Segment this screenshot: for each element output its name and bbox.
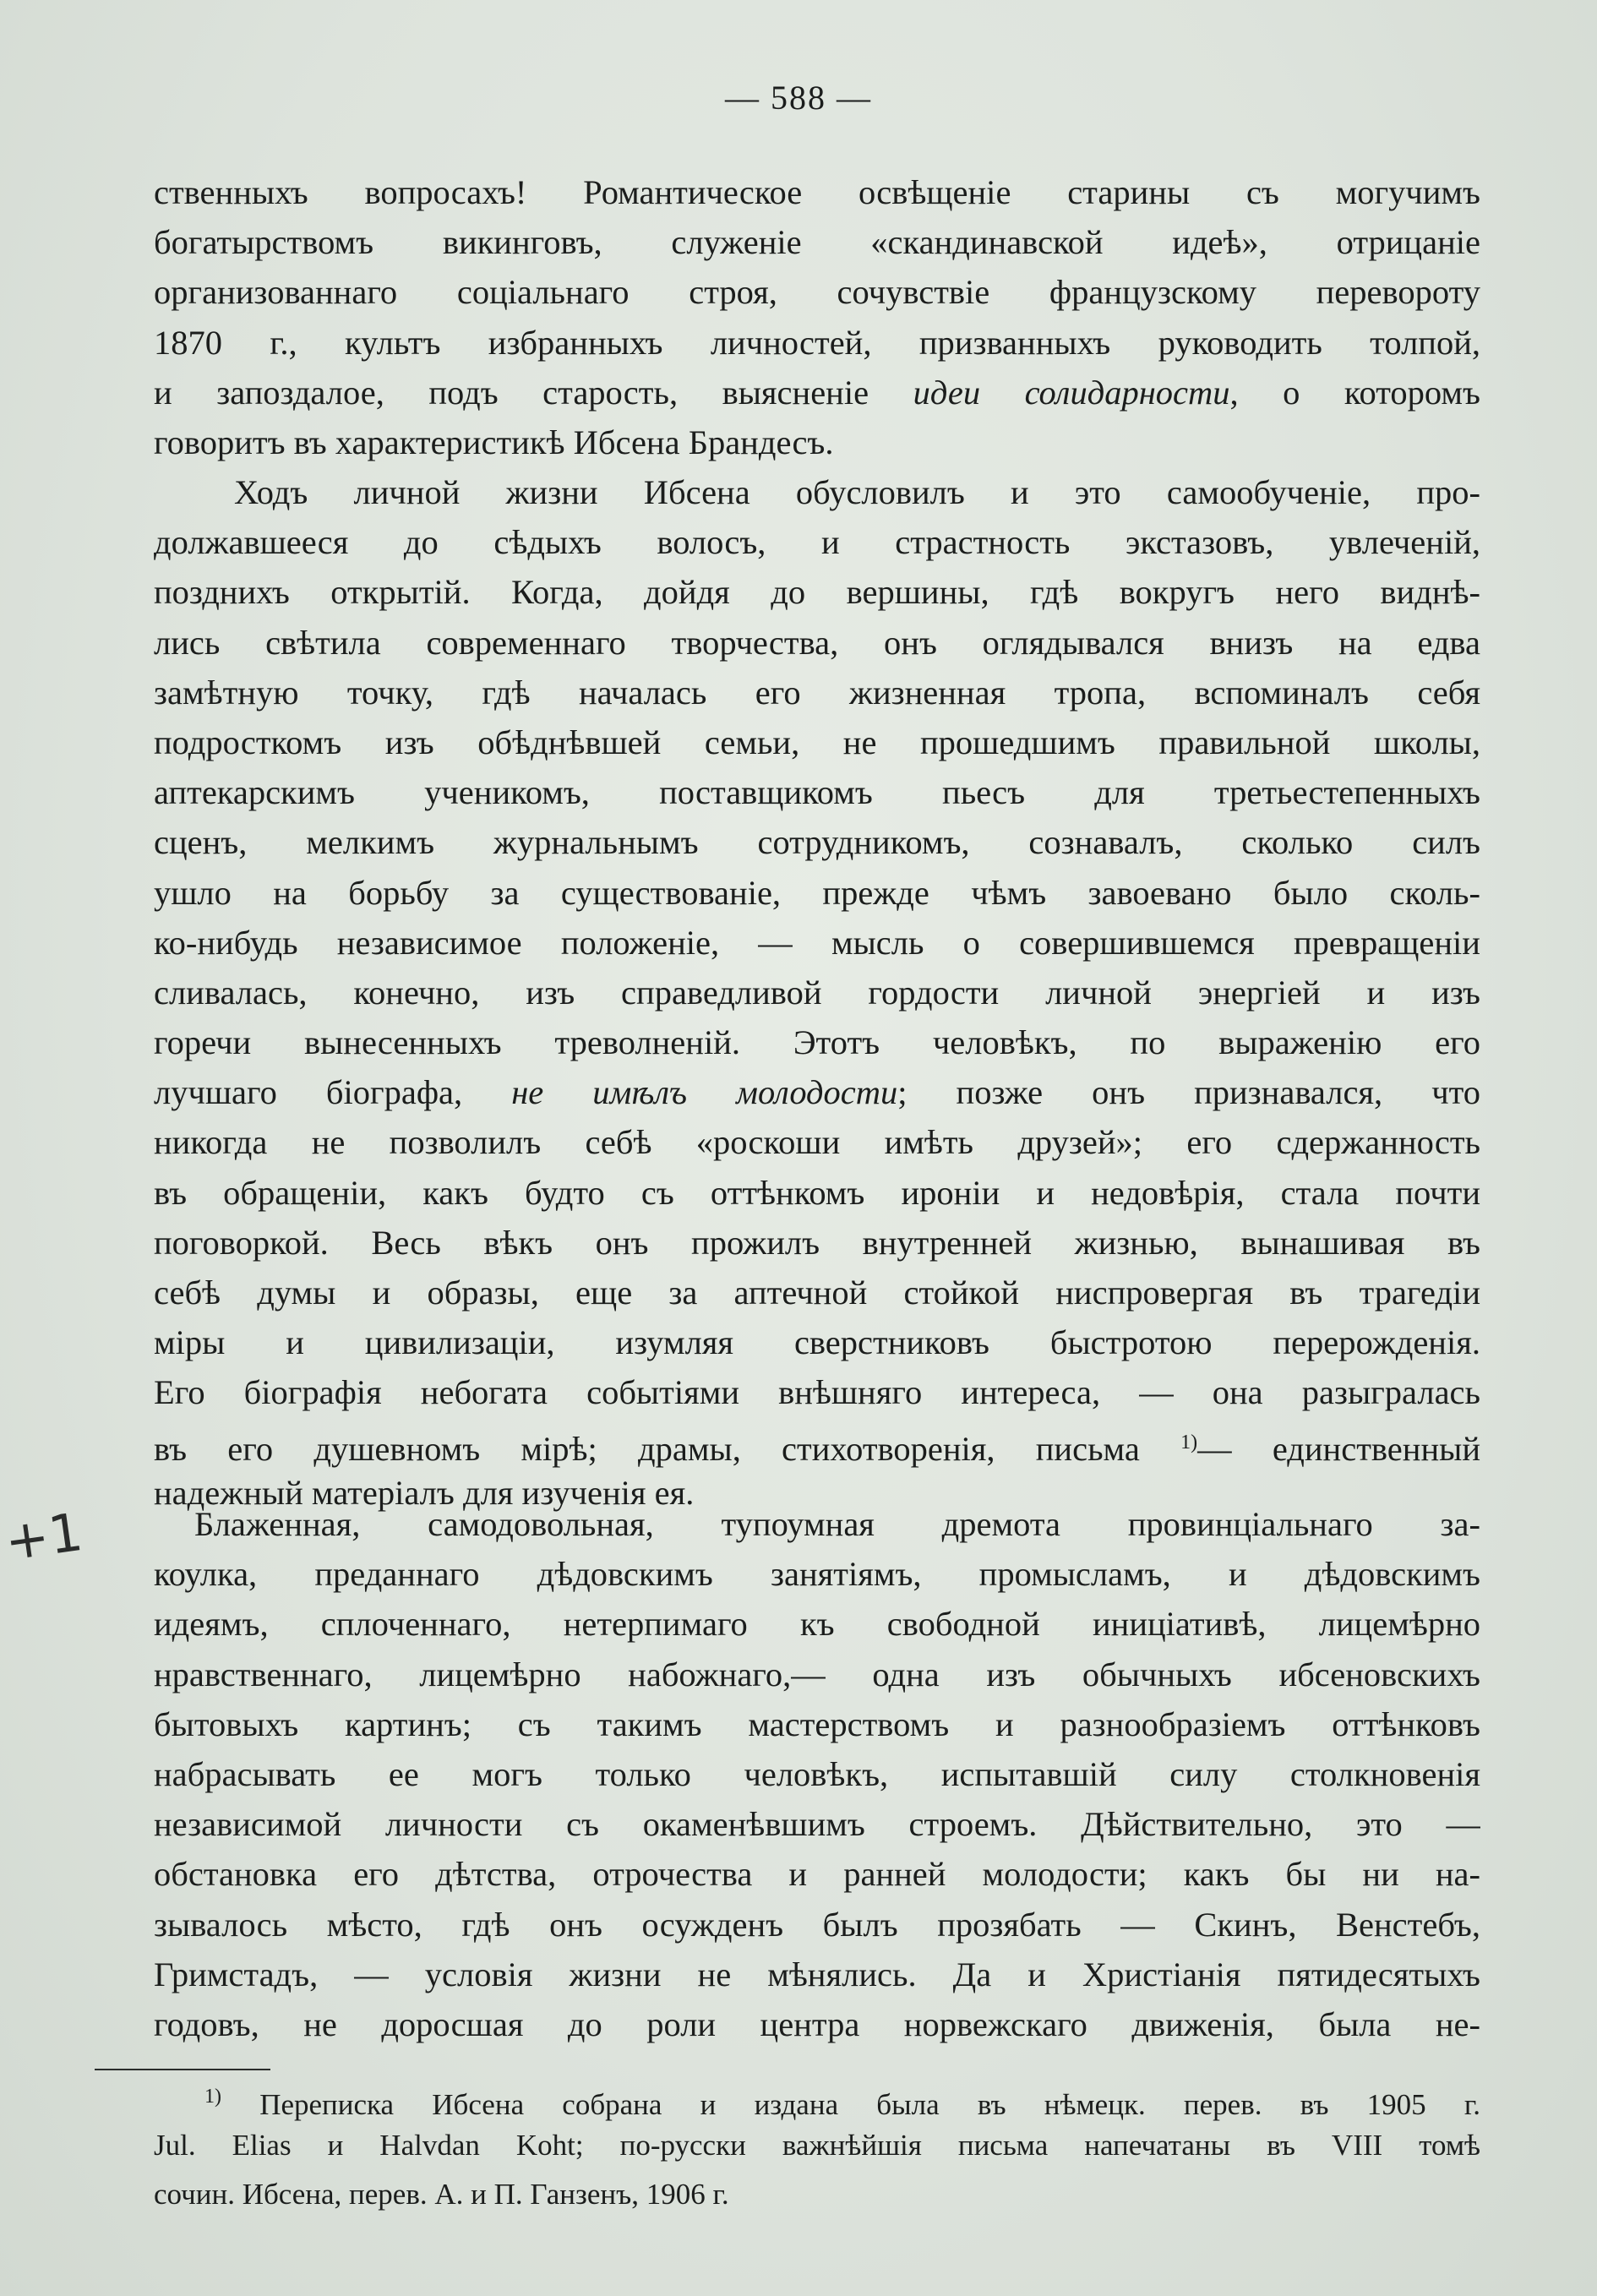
footnote-line: сочин. Ибсена, перев. А. и П. Ганзенъ, 1906 г. — [154, 2178, 729, 2211]
footnote-marker: 1) — [1180, 1431, 1198, 1453]
text-line: бытовыхъ картинъ; съ такимъ мастерствомъ и разнообразіемъ оттѣнковъ — [154, 1704, 1480, 1743]
text-line: обстановка его дѣтства, отрочества и ранней молодости; какъ бы ни на- — [154, 1855, 1480, 1894]
paragraph-1 — [154, 167, 1480, 467]
paragraph-2 — [154, 467, 1480, 1518]
text-line: поговоркой. Весь вѣкъ онъ прожилъ внутренней жизнью, вынашивая въ — [154, 1223, 1480, 1262]
footnote-line — [154, 2072, 1480, 2121]
text-run: — единственный — [1197, 1429, 1480, 1468]
text-line: горечи вынесенныхъ треволненій. Этотъ человѣкъ, по выраженію его — [154, 1023, 1480, 1062]
text-line — [154, 1067, 1480, 1117]
emphasized-text: идеи солидарности — [913, 373, 1230, 412]
text-line: Его біографія небогата событіями внѣшняго интереса, — она разыгралась — [154, 1373, 1480, 1412]
paragraph-3 — [154, 1499, 1480, 2049]
text-line: Блаженная, самодовольная, тупоумная дремота провинціальнаго за- — [194, 1505, 1480, 1543]
text-line: коулка, преданнаго дѣдовскимъ занятіямъ, промысламъ, и дѣдовскимъ — [154, 1555, 1480, 1594]
emphasized-text: не имѣлъ молодости — [511, 1073, 898, 1112]
text-line: ушло на борьбу за существованіе, прежде чѣмъ завоевано было сколь- — [154, 873, 1480, 912]
text-line: міры и цивилизаціи, изумляя сверстниковъ быстротою перерожденія. — [154, 1323, 1480, 1362]
text-line: нравственнаго, лицемѣрно набожнаго,— одна изъ обычныхъ ибсеновскихъ — [154, 1655, 1480, 1693]
footnote-line: Jul. Elias и Halvdan Koht; по-русски важнѣйшія письма напечатаны въ VIII томѣ — [154, 2129, 1480, 2162]
text-line: надежный матеріалъ для изученія ея. — [154, 1473, 695, 1512]
text-line: Ходъ личной жизни Ибсена обусловилъ и это самообученіе, про- — [234, 473, 1480, 511]
text-line — [154, 368, 1480, 417]
text-run: Переписка Ибсена собрана и издана была въ нѣмецк. перев. въ 1905 г. — [221, 2088, 1480, 2121]
text-line: себѣ думы и образы, еще за аптечной стойкой ниспровергая въ трагедіи — [154, 1273, 1480, 1312]
text-line: организованнаго соціальнаго строя, сочувствіе французскому перевороту — [154, 273, 1480, 312]
text-line: сливалась, конечно, изъ справедливой гордости личной энергіей и изъ — [154, 973, 1480, 1012]
text-line: сценъ, мелкимъ журнальнымъ сотрудникомъ, сознавалъ, сколько силъ — [154, 823, 1480, 862]
text-line: аптекарскимъ ученикомъ, поставщикомъ пьесъ для третьестепенныхъ — [154, 773, 1480, 812]
text-line: богатырствомъ викинговъ, служеніе «скандинавской идеѣ», отрицаніе — [154, 223, 1480, 262]
text-line: говоритъ въ характеристикѣ Ибсена Брандесъ. — [154, 423, 834, 461]
footnote-marker: 1) — [204, 2086, 221, 2108]
text-line: 1870 г., культъ избранныхъ личностей, призванныхъ руководить толпой, — [154, 323, 1480, 362]
text-line: независимой личности съ окаменѣвшимъ строемъ. Дѣйствительно, это — — [154, 1805, 1480, 1844]
text-line: лись свѣтила современнаго творчества, онъ оглядывался внизъ на едва — [154, 623, 1480, 662]
text-run: , о которомъ — [1229, 373, 1480, 412]
text-line: идеямъ, сплоченнаго, нетерпимаго къ свободной иниціативѣ, лицемѣрно — [154, 1605, 1480, 1644]
text-line: никогда не позволилъ себѣ «роскоши имѣть друзей»; его сдержанность — [154, 1123, 1480, 1162]
text-line: позднихъ открытій. Когда, дойдя до вершины, гдѣ вокругъ него виднѣ- — [154, 573, 1480, 612]
handwritten-margin-note: +1 — [1, 1500, 87, 1573]
text-line — [154, 1418, 1480, 1468]
text-line: годовъ, не доросшая до роли центра норвежскаго движенія, была не- — [154, 2004, 1480, 2043]
footnote — [154, 2072, 1480, 2219]
text-line: въ обращеніи, какъ будто съ оттѣнкомъ ироніи и недовѣрія, стала почти — [154, 1173, 1480, 1212]
text-line: ственныхъ вопросахъ! Романтическое освѣщеніе старины съ могучимъ — [154, 173, 1480, 211]
text-run: ; позже онъ признавался, что — [897, 1073, 1480, 1112]
text-line: должавшееся до сѣдыхъ волосъ, и страстность экстазовъ, увлеченій, — [154, 523, 1480, 562]
footnote-divider — [95, 2069, 270, 2070]
text-run: и запоздалое, подъ старость, выясненіе — [154, 373, 913, 412]
text-line: подросткомъ изъ обѣднѣвшей семьи, не прошедшимъ правильной школы, — [154, 723, 1480, 761]
text-line: Гримстадъ, — условія жизни не мѣнялись. Да и Христіанія пятидесятыхъ — [154, 1955, 1480, 1993]
text-line: набрасывать ее могъ только человѣкъ, испытавшій силу столкновенія — [154, 1754, 1480, 1793]
text-line: ко-нибудь независимое положеніе, — мысль о совершившемся превращеніи — [154, 923, 1480, 962]
page-number: — 588 — — [725, 79, 872, 117]
text-line: зывалось мѣсто, гдѣ онъ осужденъ былъ прозябать — Скинъ, Венстебъ, — [154, 1905, 1480, 1944]
text-line: замѣтную точку, гдѣ началась его жизненная тропа, вспоминалъ себя — [154, 673, 1480, 712]
text-run: лучшаго біографа, — [154, 1073, 512, 1112]
text-run: въ его душевномъ мірѣ; драмы, стихотворенія, письма — [154, 1429, 1181, 1468]
